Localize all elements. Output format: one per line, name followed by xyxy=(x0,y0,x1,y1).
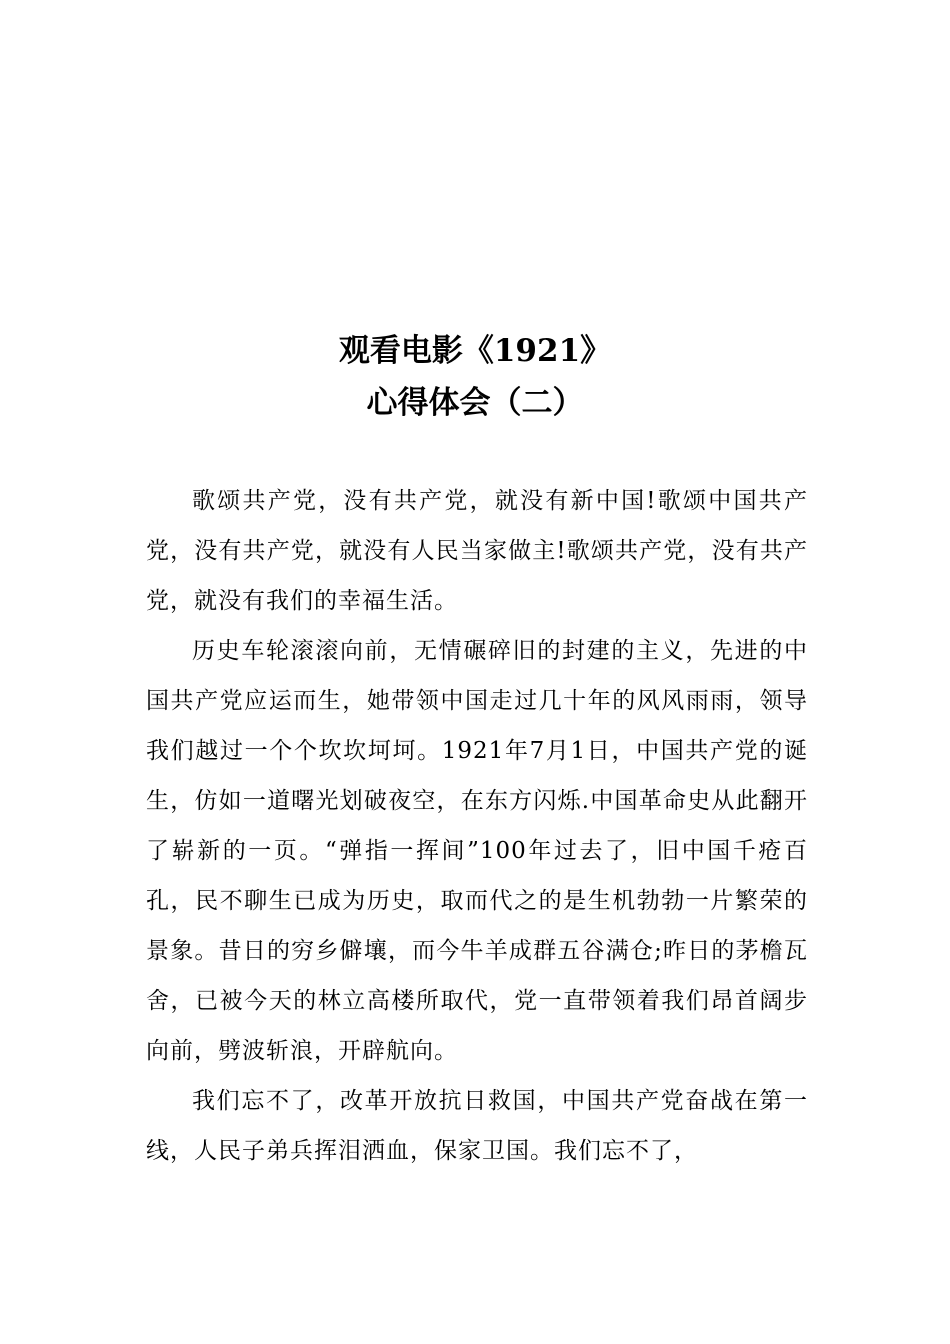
paragraph-1: 歌颂共产党，没有共产党，就没有新中国!歌颂中国共产党，没有共产党，就没有人民当家做主!歌颂共产党，没有共产党，就没有我们的幸福生活。 xyxy=(146,488,808,614)
paragraph-3: 我们忘不了，改革开放抗日救国，中国共产党奋战在第一线，人民子弟兵挥泪洒血，保家卫国。我们忘不了， xyxy=(146,1088,808,1164)
document-body xyxy=(146,476,808,1176)
document-title-line-2: 心得体会（二） xyxy=(366,385,584,421)
document-title-line-1: 观看电影《1921》 xyxy=(338,333,612,369)
paragraph-2: 历史车轮滚滚向前，无情碾碎旧的封建的主义，先进的中国共产党应运而生，她带领中国走过几十年的风风雨雨，领导我们越过一个个坎坎坷坷。1921年7月1日，中国共产党的诞生，仿如一道曙光划破夜空，在东方闪烁.中国革命史从此翻开了崭新的一页。“弹指一挥间”100年过去了，旧中国千疮百孔，民不聊生已成为历史，取而代之的是生机勃勃一片繁荣的景象。昔日的穷乡僻壤，而今牛羊成群五谷满仓;昨日的茅檐瓦舍，已被今天的林立高楼所取代，党一直带领着我们昂首阔步向前，劈波斩浪，开辟航向。 xyxy=(146,638,808,1064)
